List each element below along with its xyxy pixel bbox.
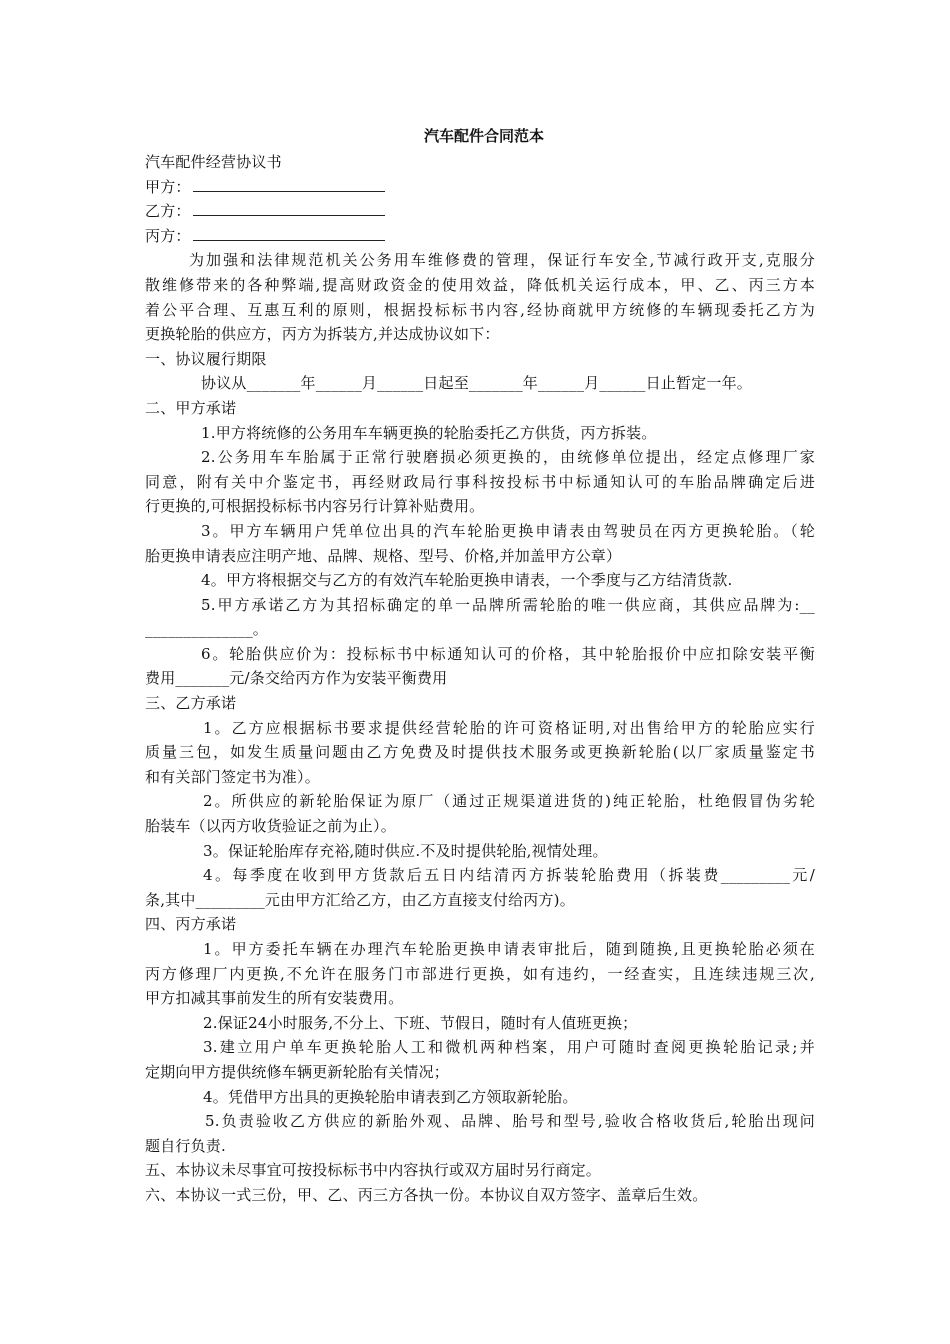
clause-line: 条,其中_________元由甲方汇给乙方，由乙方直接支付给丙方)。 (145, 890, 575, 909)
page-title: 汽车配件合同范本 (423, 127, 544, 145)
party-c-row (145, 224, 815, 249)
section-heading: 五、本协议未尽事宜可按投标标书中内容执行或双方届时另行商定。 (145, 1161, 602, 1180)
intro-line: 更换轮胎的供应方，丙方为拆装方,并达成协议如下： (145, 325, 500, 344)
clause-line: 2.公务用车车胎属于正常行驶磨损必须更换的，由统修单位提出，经定点修理厂家 (201, 448, 815, 467)
clause-line: 1.甲方将统修的公务用车车辆更换的轮胎委托乙方供货，丙方拆装。 (201, 423, 657, 442)
section-heading: 二、甲方承诺 (145, 398, 237, 417)
clause-line: 3。甲方车辆用户凭单位出具的汽车轮胎更换申请表由驾驶员在丙方更换轮胎。（轮 (201, 521, 815, 540)
party-a-blank (193, 176, 385, 192)
clause-line: 甲方扣减其事前发生的所有安装费用。 (145, 989, 404, 1008)
section-heading: 六、本协议一式三份，甲、乙、丙三方各执一份。本协议自双方签字、盖章后生效。 (145, 1185, 708, 1204)
clause-line: 4。甲方将根据交与乙方的有效汽车轮胎更换申请表，一个季度与乙方结清货款. (201, 571, 733, 590)
clause-line: 费用_______元/条交给丙方作为安装平衡费用 (145, 669, 448, 688)
clause-line: 3.建立用户单车更换轮胎人工和微机两种档案，用户可随时查阅更换轮胎记录;并 (203, 1038, 815, 1057)
clause-line: 5.负责验收乙方供应的新胎外观、品牌、胎号和型号,验收合格收货后,轮胎出现问 (205, 1112, 815, 1131)
clause-line: 4。凭借甲方出具的更换轮胎申请表到乙方领取新轮胎。 (203, 1087, 578, 1106)
term-line: 协议从_______年______月______日起至_______年______月______日止暂定一年。 (201, 374, 753, 393)
clause-line: 胎更换申请表应注明产地、品牌、规格、型号、价格,并加盖甲方公章） (145, 546, 622, 565)
clause-line: 1。乙方应根据标书要求提供经营轮胎的许可资格证明,对出售给甲方的轮胎应实行 (203, 718, 815, 737)
section-heading: 三、乙方承诺 (145, 694, 237, 713)
intro-line: 为加强和法律规范机关公务用车维修费的管理，保证行车安全,节减行政开支,克服分 (189, 251, 815, 270)
document-subtitle: 汽车配件经营协议书 (145, 153, 282, 171)
clause-line: 6。轮胎供应价为：投标标书中标通知认可的价格，其中轮胎报价中应扣除安装平衡 (201, 644, 815, 663)
party-b-label: 乙方： (145, 202, 191, 221)
clause-line: 胎装车（以丙方收货验证之前为止）。 (145, 817, 396, 836)
document-page (145, 126, 815, 1208)
clause-line: 5.甲方承诺乙方为其招标确定的单一品牌所需轮胎的唯一供应商，其供应品牌为:__ (201, 595, 815, 614)
clause-line: 2.保证24小时服务,不分上、下班、节假日，随时有人值班更换； (203, 1013, 638, 1032)
clause-line: 1。甲方委托车辆在办理汽车轮胎更换申请表审批后，随到随换,且更换轮胎必须在 (203, 940, 815, 958)
party-b-blank (193, 200, 385, 216)
party-a-row (145, 175, 815, 200)
clause-line: 4。每季度在收到甲方货款后五日内结清丙方拆装轮胎费用（拆装费_________元/ (203, 866, 815, 885)
clause-line: ______________。 (145, 620, 269, 639)
party-b-row (145, 199, 815, 224)
clause-line: 2。所供应的新轮胎保证为原厂（通过正规渠道进货的)纯正轮胎，杜绝假冒伪劣轮 (203, 792, 815, 811)
clause-line: 3。保证轮胎库存充裕,随时供应.不及时提供轮胎,视情处理。 (203, 841, 608, 860)
clause-line: 同意，附有关中介鉴定书，再经财政局行事科按投标书中标通知认可的车胎品牌确定后进 (145, 472, 815, 491)
section-heading: 四、丙方承诺 (145, 915, 237, 934)
section-heading: 一、协议履行期限 (145, 349, 267, 368)
intro-line: 散维修带来的各种弊端,提高财政资金的使用效益，降低机关运行成本，甲、乙、丙三方本 (145, 275, 815, 294)
clause-line: 丙方修理厂内更换,不允许在服务门市部进行更换，如有违约，一经查实，且连续违规三次, (145, 964, 815, 983)
party-a-label: 甲方： (145, 177, 191, 196)
clause-line: 题自行负责. (145, 1136, 226, 1155)
party-c-blank (193, 225, 385, 241)
clause-line: 和有关部门签定书为准）。 (145, 767, 320, 786)
clause-line: 质量三包，如发生质量问题由乙方免费及时提供技术服务或更换新轮胎(以厂家质量鉴定书 (145, 743, 815, 762)
party-c-label: 丙方： (145, 226, 191, 245)
clause-line: 定期向甲方提供统修车辆更新轮胎有关情况； (145, 1062, 450, 1081)
intro-line: 着公平合理、互惠互利的原则，根据投标标书内容,经协商就甲方统修的车辆现委托乙方为 (145, 300, 815, 319)
clause-line: 行更换的,可根据投标标书内容另行计算补贴费用。 (145, 497, 485, 516)
